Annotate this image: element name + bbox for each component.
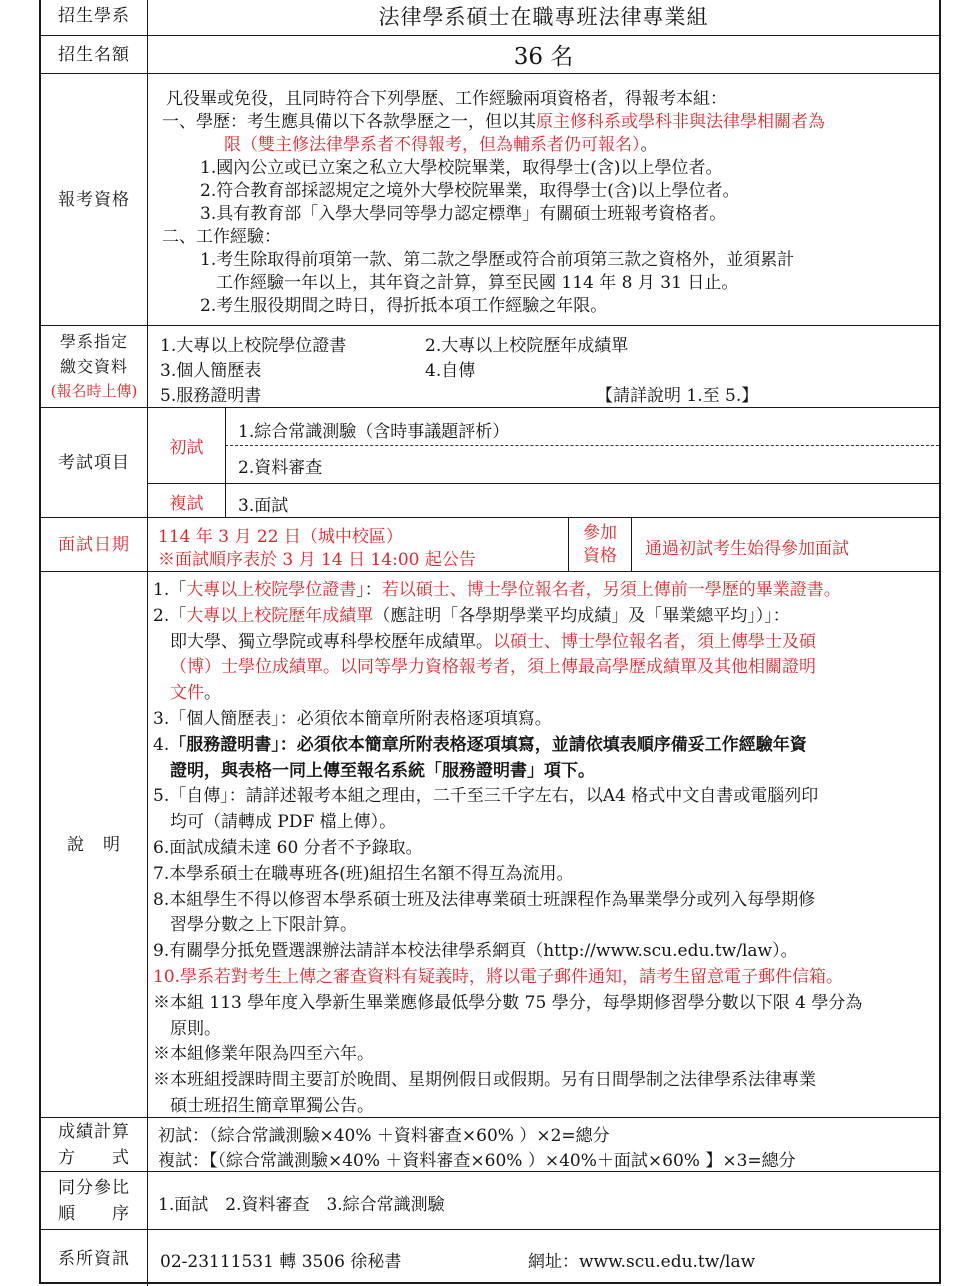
dept-value-text: 法律學系碩士在職專班法律專業組 [378, 4, 709, 29]
note-line-segment: 均可（請轉成 PDF 檔上傳）。 [170, 812, 397, 833]
contact-label: 系所資訊 [41, 1230, 148, 1286]
tie-label-line: 順 序 [58, 1203, 130, 1224]
score-label-line: 方 式 [58, 1147, 130, 1168]
edu-item: 3.具有教育部「入學大學同等學力認定標準」有關碩士班報考資格者。 [200, 204, 727, 224]
note-line-segment: 10.學系若對考生上傳之審查資料有疑義時，將以電子郵件通知，請考生留意電子郵件信箱。 [153, 967, 844, 987]
row-docs [41, 326, 939, 408]
score-content [148, 1118, 939, 1171]
docs-label-line: 學系指定 [59, 332, 128, 351]
note-line [170, 1014, 221, 1039]
note-line [153, 704, 552, 729]
work-item: 2.考生服役期間之時日，得折抵本項工作經驗之年限。 [200, 296, 608, 316]
work-item: 工作經驗一年以上，其年資之計算，算至民國 114 年 8 月 31 日止。 [216, 273, 739, 293]
qual-text: 通過初試考生始得參加面試 [645, 539, 849, 559]
row-interview [41, 518, 939, 572]
work-heading: 二、工作經驗： [162, 227, 281, 247]
interview-order: ※面試順序表於 3 月 14 日 14:00 起公告 [158, 550, 476, 570]
note-line [153, 988, 862, 1013]
docs-note: 【請詳說明 1.至 5.】 [596, 386, 759, 406]
note-line [170, 652, 816, 677]
interview-divider [568, 518, 569, 572]
edu-heading-black: 一、學歷：考生應具備以下各款學歷之一，但以其 [162, 112, 536, 132]
row-exam [41, 408, 939, 518]
row-quota [41, 36, 939, 74]
note-line-segment: ※本班組授課時間主要訂於晚間、星期例假日或假期。另有日間學制之法律學系法律專業 [153, 1070, 816, 1091]
contact-web: 網址：www.scu.edu.tw/law [528, 1252, 756, 1272]
first-exam-label: 初試 [169, 438, 204, 458]
exam-item: 2.資料審查 [238, 458, 323, 478]
note-line-segment: （應註明「各學期學業平均成績」及「畢業總平均」）」： [373, 605, 790, 626]
edu-heading-red: 原主修科系或學科非與法律學相關者為 [536, 112, 825, 132]
note-line-segment: （博）士學位成績單。以同等學力資格報考者，須上傳最高學歷成績單及其他相關證明 [170, 657, 816, 678]
dept-label: 招生學系 [41, 0, 148, 35]
doc-item: 3.個人簡歷表 [160, 361, 262, 381]
edu-heading-cont [224, 130, 658, 155]
exam-content [148, 408, 939, 517]
docs-label-red: (報名時上傳) [50, 382, 138, 400]
dept-value [148, 0, 939, 35]
note-line-segment: 即大學、獨立學院或專科學校歷年成績單。 [170, 631, 493, 652]
exam-item: 1.綜合常識測驗（含時事議題評析） [238, 422, 510, 442]
note-line [153, 730, 807, 755]
docs-label [41, 326, 148, 407]
row-score [41, 1118, 939, 1172]
note-line-segment: 。 [204, 683, 221, 704]
quota-value [148, 36, 939, 73]
quota-value-text: 36 名 [513, 44, 574, 70]
note-line [153, 936, 798, 961]
doc-item: 5.服務證明書 [160, 386, 262, 406]
eligibility-content [148, 74, 939, 325]
tie-label-line: 同分參比 [58, 1177, 130, 1198]
note-line-segment: 原則。 [170, 1018, 221, 1039]
interview-content [148, 518, 939, 571]
note-line-segment: 若以碩士、博士學位報名者，另須上傳前一學歷的畢業證書。 [381, 580, 841, 600]
qual-label-line: 資格 [583, 546, 617, 566]
row-notes [41, 572, 939, 1118]
note-line [170, 910, 357, 935]
note-line-segment: 習學分數之上下限計算。 [170, 915, 357, 936]
tie-content [148, 1172, 939, 1229]
edu-item: 1.國內公立或已立案之私立大學校院畢業，取得學士(含)以上學位者。 [200, 158, 723, 178]
note-line [170, 807, 396, 832]
note-line-segment: 7.本學系碩士在職專班各(班)組招生名額不得互為流用。 [153, 863, 574, 884]
row-eligibility [41, 74, 939, 326]
qual-label-line: 參加 [583, 523, 617, 543]
doc-item: 2.大專以上校院歷年成績單 [425, 336, 629, 356]
exam-item: 3.面試 [238, 496, 289, 516]
note-line [153, 1065, 816, 1090]
note-line [170, 756, 595, 781]
note-line [153, 601, 790, 626]
edu-item: 2.符合教育部採認規定之境外大學校院畢業，取得學士(含)以上學位者。 [200, 181, 740, 201]
doc-item: 1.大專以上校院學位證書 [160, 336, 347, 356]
note-line-segment: 碩士班招生簡章單獨公告。 [170, 1096, 374, 1116]
doc-item: 4.自傳 [425, 361, 476, 381]
edu-heading [162, 107, 825, 132]
note-line [170, 678, 221, 703]
edu-heading-tail: 。 [640, 135, 658, 155]
note-line-segment: 8.本組學生不得以修習本學系碩士班及法律專業碩士班課程作為畢業學分或列入每學期修 [153, 889, 816, 910]
interview-label: 面試日期 [41, 518, 148, 571]
row-contact [41, 1230, 939, 1286]
interview-divider [631, 518, 632, 572]
note-line-segment: 「服務證明書」：必須依本簡章所附表格逐項填寫，並請依填表順序備妥工作經驗年資 [169, 734, 807, 755]
eligibility-intro: 凡役畢或免役，且同時符合下列學歷、工作經驗兩項資格者，得報考本組： [166, 89, 727, 109]
note-line-segment: 」： [356, 580, 382, 600]
score-label [41, 1118, 148, 1171]
quota-label: 招生名額 [41, 36, 148, 73]
note-line [153, 859, 573, 884]
exam-divider [225, 408, 226, 518]
row-dept [41, 0, 939, 36]
note-line [153, 575, 841, 600]
note-line-segment: 1.「 [153, 580, 187, 600]
note-line-segment: 2.「 [153, 605, 187, 626]
tie-label [41, 1172, 148, 1229]
admission-table [39, 0, 941, 1284]
score-second: 複試：【（綜合常識測驗×40% ＋資料審查×60% ）×40%＋面試×60% 】×3=總分 [158, 1151, 796, 1171]
note-line-segment: 證明，與表格一同上傳至報名系統「服務證明書」項下。 [170, 760, 595, 781]
notes-label: 說 明 [41, 572, 148, 1117]
note-line-segment: 大專以上校院歷年成績單 [186, 605, 374, 626]
note-line-segment: 6.面試成績未達 60 分者不予錄取。 [153, 838, 423, 858]
row-tie [41, 1172, 939, 1230]
docs-content [148, 326, 939, 407]
note-line-segment: 5.「自傳」：請詳述報考本組之理由，二千至三千字左右，以A4 格式中文自書或電腦列印 [153, 786, 819, 807]
note-line [170, 627, 816, 652]
note-line-segment: 3.「個人簡歷表」：必須依本簡章所附表格逐項填寫。 [153, 709, 552, 729]
note-line [170, 1091, 374, 1116]
second-exam-label: 複試 [169, 493, 204, 514]
note-line-segment: 以碩士、博士學位報名者，須上傳學士及碩 [493, 631, 816, 652]
note-line [153, 1039, 374, 1064]
interview-date: 114 年 3 月 22 日（城中校區） [158, 527, 403, 547]
note-line [153, 962, 843, 987]
edu-heading-red2: 限（雙主修法律學系者不得報考，但為輔系者仍可報名） [224, 135, 641, 155]
exam-label: 考試項目 [41, 408, 148, 517]
note-line [153, 885, 815, 910]
qual-label [575, 522, 625, 568]
note-line-segment: 文件 [170, 683, 204, 704]
work-item: 1.考生除取得前項第一款、第二款之學歷或符合前項第三款之資格外，並須累計 [200, 250, 795, 270]
note-line-segment: 9.有關學分抵免暨選課辦法請詳本校法律學系網頁（http://www.scu.edu.tw/law）。 [153, 941, 798, 962]
note-line-segment: ※本組修業年限為四至六年。 [153, 1044, 374, 1065]
exam-dash [225, 445, 939, 446]
score-first: 初試：（綜合常識測驗×40% ＋資料審查×60% ）×2=總分 [158, 1126, 610, 1146]
note-line [153, 833, 423, 858]
docs-label-line: 繳交資料 [59, 357, 128, 376]
tie-value: 1.面試 2.資料審查 3.綜合常識測驗 [158, 1195, 445, 1215]
eligibility-label: 報考資格 [41, 74, 148, 325]
contact-phone: 02-23111531 轉 3506 徐秘書 [160, 1252, 402, 1272]
note-line-segment: 大專以上校院學位證書 [186, 580, 357, 600]
note-line [153, 781, 818, 806]
note-line-segment: ※本組 113 學年度入學新生畢業應修最低學分數 75 學分，每學期修習學分數以下限 4 學分為 [153, 992, 863, 1013]
note-line-segment: 4. [153, 734, 170, 755]
exam-divider [148, 483, 939, 484]
score-label-line: 成績計算 [58, 1121, 130, 1142]
notes-content [148, 572, 939, 1117]
contact-content [148, 1230, 939, 1286]
